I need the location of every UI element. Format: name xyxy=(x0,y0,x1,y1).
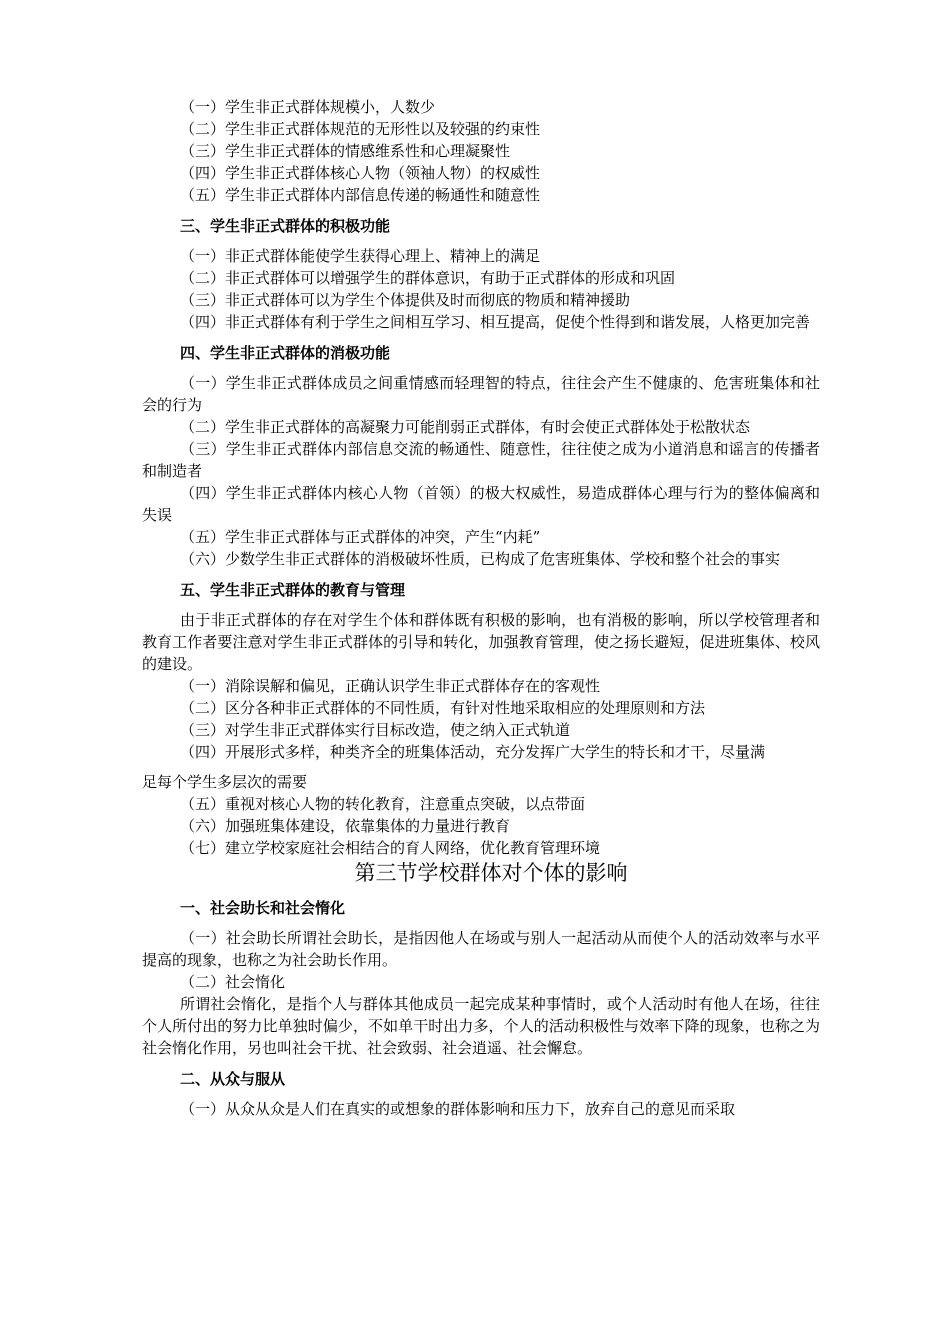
list-item: （三）对学生非正式群体实行目标改造，使之纳入正式轨道 xyxy=(180,721,571,739)
positive-functions-list xyxy=(142,245,820,333)
list-item: （四）学生非正式群体内核心人物（首领）的极大权威性，易造成群体心理与行为的整体偏离和失误 xyxy=(142,484,820,524)
list-item: （二）非正式群体可以增强学生的群体意识，有助于正式群体的形成和巩固 xyxy=(180,269,676,287)
list-item: （二）学生非正式群体的高凝聚力可能削弱正式群体，有时会使正式群体处于松散状态 xyxy=(180,418,751,436)
list-item: （二）区分各种非正式群体的不同性质，有针对性地采取相应的处理原则和方法 xyxy=(180,699,706,717)
list-item: （一）学生非正式群体规模小，人数少 xyxy=(180,98,436,116)
list-item: （一）消除误解和偏见，正确认识学生非正式群体存在的客观性 xyxy=(180,677,601,695)
list-item: （四）非正式群体有利于学生之间相互学习、相互提高，促使个性得到和谐发展，人格更加完善 xyxy=(180,313,811,331)
list-item: （一）学生非正式群体成员之间重情感而轻理智的特点，往往会产生不健康的、危害班集体和社会的行为 xyxy=(142,374,820,414)
paragraph: （二）社会惰化 xyxy=(180,973,286,991)
list-item: （五）学生非正式群体与正式群体的冲突，产生“内耗” xyxy=(180,528,541,546)
features-list xyxy=(142,96,820,206)
paragraph: （一）从众从众是人们在真实的或想象的群体影响和压力下，放弃自己的意见而采取 xyxy=(180,1100,736,1118)
negative-functions-list xyxy=(142,372,820,570)
section-heading: 二、从众与服从 xyxy=(180,1070,286,1088)
list-item: （五）重视对核心人物的转化教育，注意重点突破，以点带面 xyxy=(180,795,586,813)
list-item-continuation: 足每个学生多层次的需要 xyxy=(142,773,308,791)
list-item: （七）建立学校家庭社会相结合的育人网络，优化教育管理环境 xyxy=(180,839,601,857)
section-heading: 三、学生非正式群体的积极功能 xyxy=(180,217,391,235)
list-item: （三）学生非正式群体的情感维系性和心理凝聚性 xyxy=(180,142,511,160)
list-item: （一）非正式群体能使学生获得心理上、精神上的满足 xyxy=(180,247,541,265)
paragraph: （一）社会助长所谓社会助长，是指因他人在场或与别人一起活动从而使个人的活动效率与水平提高的现象，也称之为社会助长作用。 xyxy=(142,929,820,969)
list-item: （六）少数学生非正式群体的消极破坏性质，已构成了危害班集体、学校和整个社会的事实 xyxy=(180,550,781,568)
list-item: （三）学生非正式群体内部信息交流的畅通性、随意性，往往使之成为小道消息和谣言的传播者和制造者 xyxy=(142,440,820,480)
paragraph: 由于非正式群体的存在对学生个体和群体既有积极的影响，也有消极的影响，所以学校管理者和教育工作者要注意对学生非正式群体的引导和转化，加强教育管理，使之扬长避短，促进班集体、校风的建设。 xyxy=(142,611,820,673)
section-heading: 四、学生非正式群体的消极功能 xyxy=(180,344,391,362)
list-item: （六）加强班集体建设，依靠集体的力量进行教育 xyxy=(180,817,511,835)
section-heading: 一、社会助长和社会惰化 xyxy=(180,899,346,917)
education-list xyxy=(142,675,820,859)
document-page xyxy=(142,96,820,1120)
section-heading: 五、学生非正式群体的教育与管理 xyxy=(180,581,406,599)
list-item: （三）非正式群体可以为学生个体提供及时而彻底的物质和精神援助 xyxy=(180,291,631,309)
paragraph: 所谓社会惰化，是指个人与群体其他成员一起完成某种事情时，或个人活动时有他人在场，往往个人所付出的努力比单独时偏少，不如单干时出力多，个人的活动积极性与效率下降的现象，也称之为社会惰化作用，另也叫社会干扰、社会致弱、社会逍遥、社会懈怠。 xyxy=(142,995,820,1057)
list-item: （四）学生非正式群体核心人物（领袖人物）的权威性 xyxy=(180,164,541,182)
list-item: （五）学生非正式群体内部信息传递的畅通性和随意性 xyxy=(180,186,541,204)
list-item: （二）学生非正式群体规范的无形性以及较强的约束性 xyxy=(180,120,541,138)
list-item: （四）开展形式多样，种类齐全的班集体活动，充分发挥广大学生的特长和才干，尽量满 xyxy=(180,743,766,761)
section-title: 第三节学校群体对个体的影响 xyxy=(354,861,628,885)
